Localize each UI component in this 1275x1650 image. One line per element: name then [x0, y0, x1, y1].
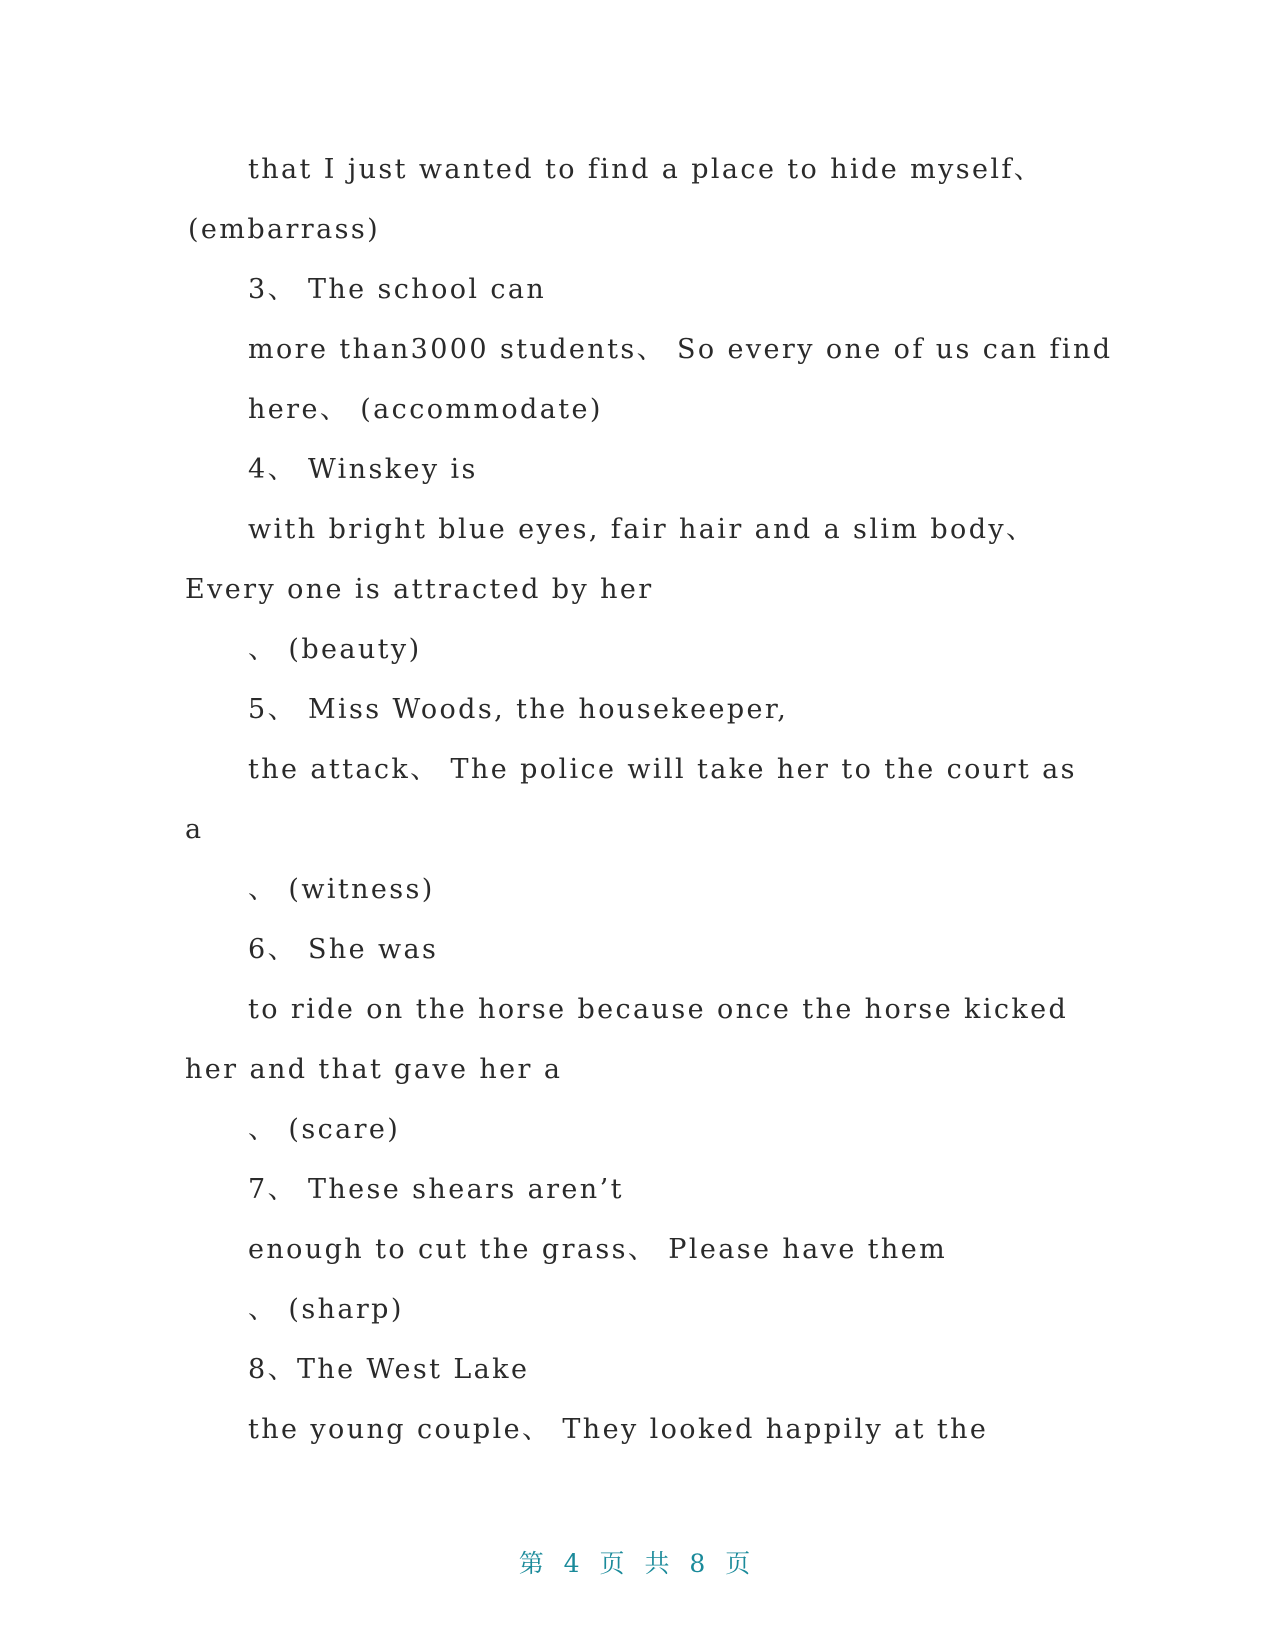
text-line: 、 (sharp)	[248, 1294, 404, 1325]
text-line: 、 (scare)	[248, 1114, 401, 1145]
text-line: 8、The West Lake	[248, 1354, 530, 1385]
text-line: (embarrass)	[188, 214, 381, 245]
text-line: here、 (accommodate)	[248, 394, 603, 425]
text-line: 4、 Winskey is	[248, 454, 478, 485]
text-line: Every one is attracted by her	[185, 574, 654, 605]
text-line: her and that gave her a	[185, 1054, 563, 1085]
text-line: that I just wanted to find a place to hide myself、	[248, 154, 1044, 185]
text-line: to ride on the horse because once the horse kicked	[248, 994, 1069, 1025]
text-line: enough to cut the grass、 Please have them	[248, 1234, 948, 1265]
text-line: the attack、 The police will take her to the court as	[248, 754, 1077, 785]
text-line: 、 (beauty)	[248, 634, 422, 665]
text-line: 、 (witness)	[248, 874, 435, 905]
text-line: 3、 The school can	[248, 274, 547, 305]
text-line: the young couple、 They looked happily at the	[248, 1414, 989, 1445]
text-line: with bright blue eyes, fair hair and a slim body、	[248, 514, 1036, 545]
page-number-footer: 第 4 页 共 8 页	[518, 1549, 757, 1578]
text-line: a	[185, 814, 204, 845]
text-line: more than3000 students、 So every one of us can find	[248, 334, 1113, 365]
text-line: 7、 These shears aren’t	[248, 1174, 624, 1205]
text-line: 6、 She was	[248, 934, 439, 965]
text-line: 5、 Miss Woods, the housekeeper,	[248, 694, 789, 725]
